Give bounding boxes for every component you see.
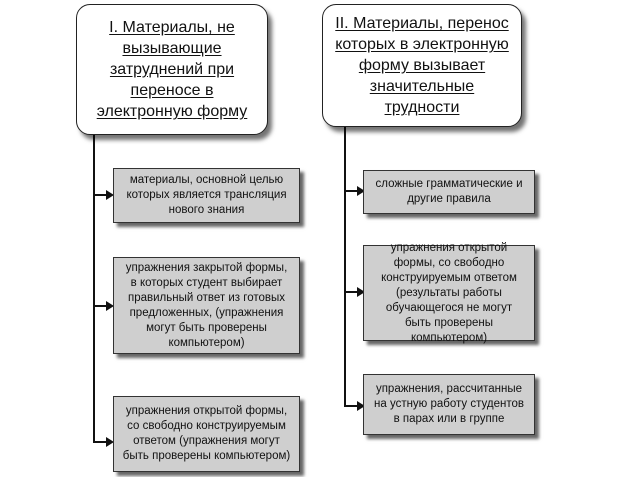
left-header-text: I. Материалы, не вызывающие затруднений при переносе в электронную форму bbox=[96, 19, 248, 120]
right-branch-line-3 bbox=[344, 405, 358, 407]
right-trunk-line bbox=[344, 127, 346, 407]
right-item-2-text: упражнения открытой формы, со свободно конструируемым ответом (результаты работы обучающегося не могут быть проверены компьютером) bbox=[381, 241, 517, 344]
left-item-1-text: материалы, основной целью которых является трансляция нового знания bbox=[126, 174, 287, 216]
right-item-1-text: сложные грамматические и другие правила bbox=[375, 178, 523, 205]
right-item-1 bbox=[363, 170, 535, 214]
right-branch-line-1 bbox=[344, 190, 358, 192]
left-branch-line-2 bbox=[93, 305, 107, 307]
left-trunk-line bbox=[93, 135, 95, 443]
left-item-2 bbox=[113, 257, 300, 354]
left-branch-line-3 bbox=[93, 441, 107, 443]
right-header-text: II. Материалы, перенос которых в электронную форму вызывает значительные трудности bbox=[335, 15, 509, 116]
left-item-2-text: упражнения закрытой формы, в которых студент выбирает правильный ответ из готовых предложенных, (упражнения могут быть проверены компьютером) bbox=[125, 261, 288, 349]
right-branch-line-2 bbox=[344, 291, 358, 293]
left-item-1 bbox=[113, 168, 300, 223]
left-item-3-text: упражнения открытой формы, со свободно конструируемым ответом (упражнения могут быть проверены компьютером) bbox=[122, 405, 291, 462]
left-item-3 bbox=[113, 396, 300, 472]
right-item-2 bbox=[363, 241, 535, 344]
left-header-box bbox=[76, 4, 268, 135]
right-item-3-text: упражнения, рассчитанные на устную работу студентов в парах или в группе bbox=[374, 383, 524, 425]
right-header-box bbox=[322, 4, 522, 127]
right-item-3 bbox=[363, 374, 535, 435]
left-branch-line-1 bbox=[93, 194, 107, 196]
